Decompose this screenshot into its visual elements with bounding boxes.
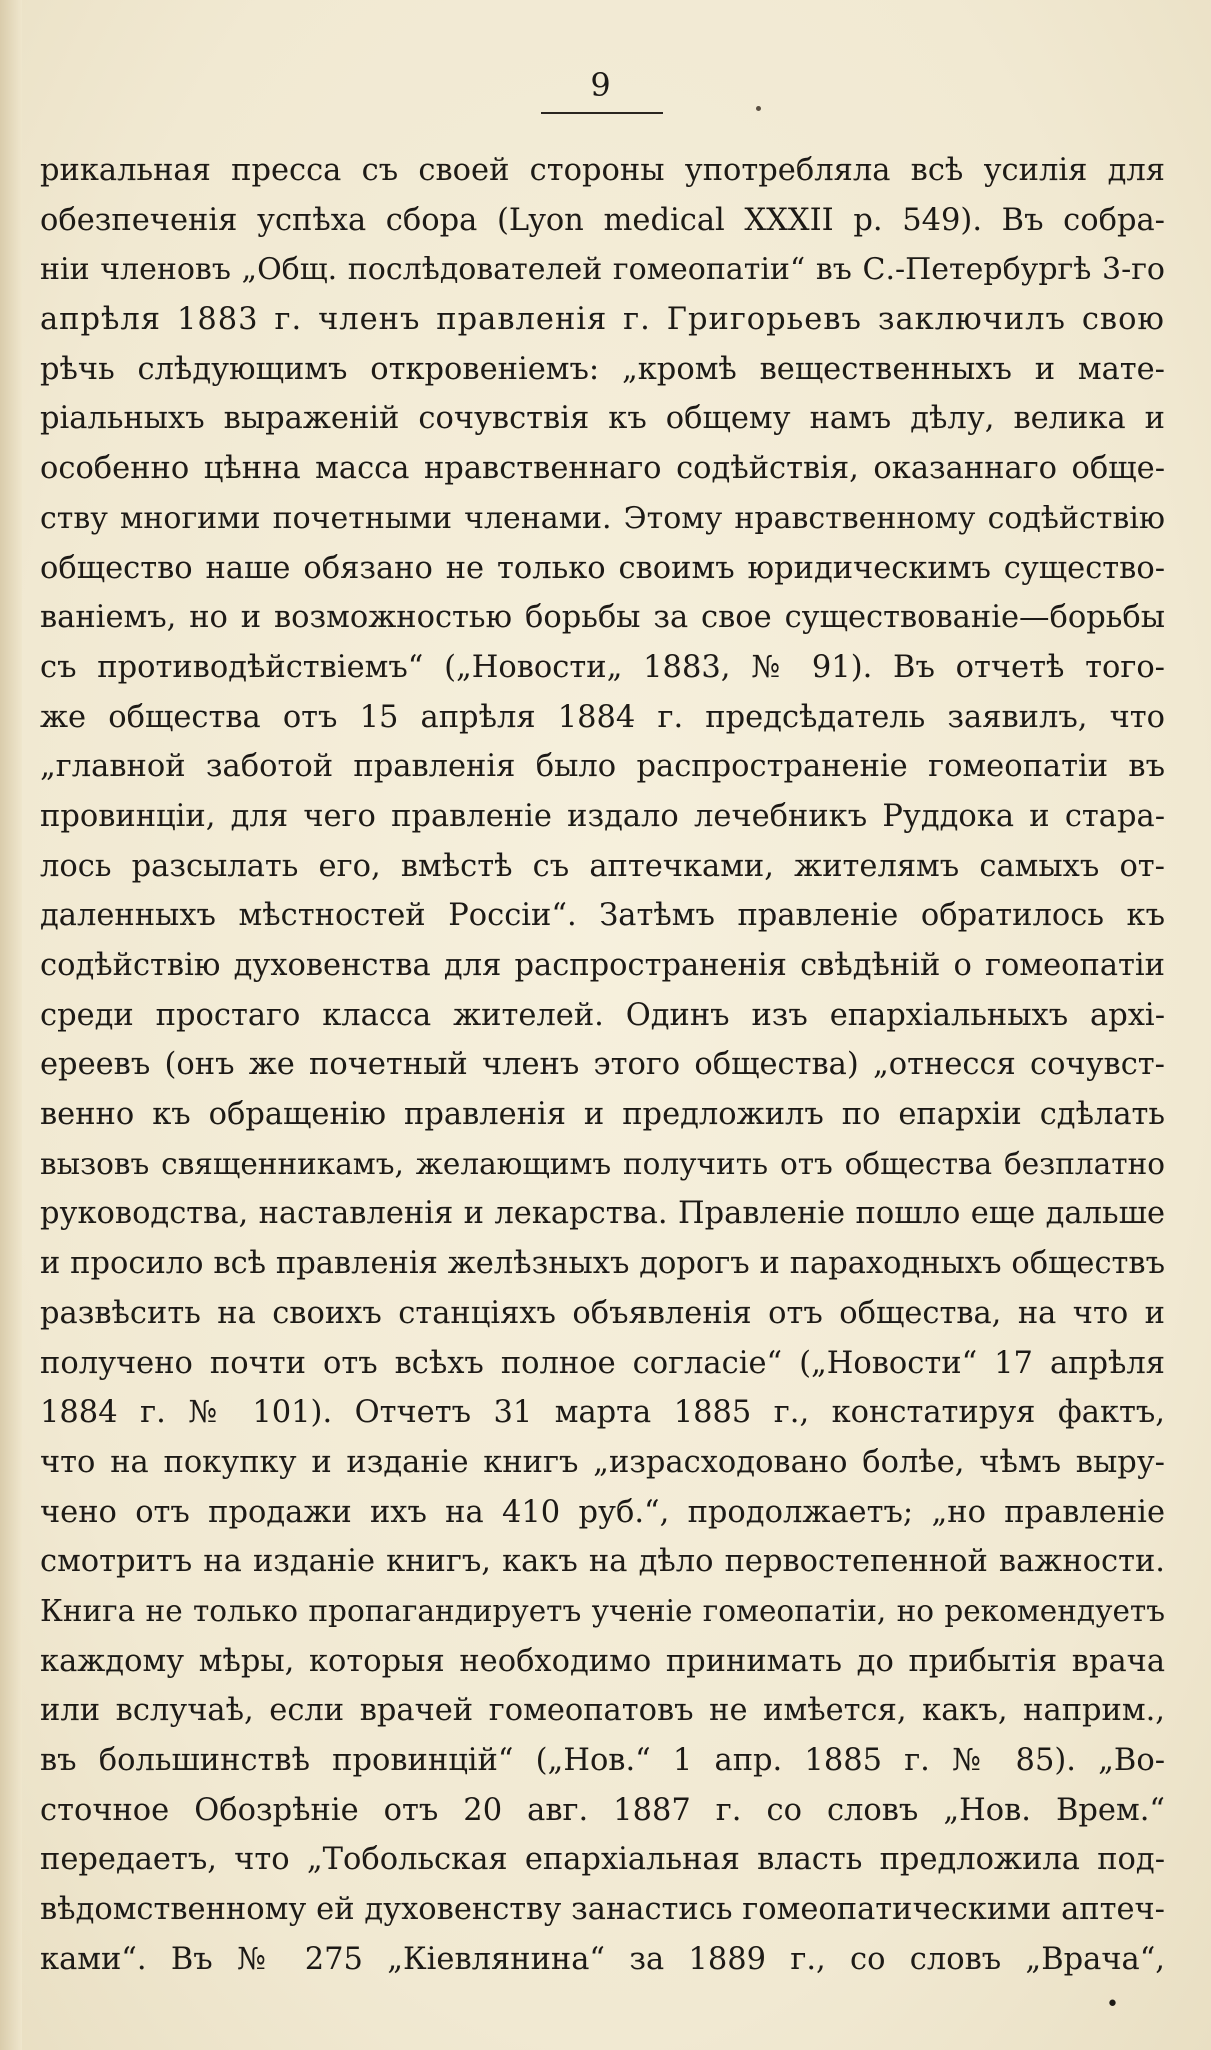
binding-gutter bbox=[0, 0, 22, 2050]
text-line: руководства, наставленія и лекарства. Правленіе пошло еще дальше bbox=[40, 1196, 1165, 1232]
text-line: среди простаго класса жителей. Одинъ изъ епархіальныхъ архі- bbox=[40, 997, 1165, 1033]
text-line: сточное Обозрѣніе отъ 20 авг. 1887 г. со словъ „Нов. Врем.“ bbox=[40, 1792, 1165, 1828]
text-line: 1884 г. № 101). Отчетъ 31 марта 1885 г., констатируя фактъ, bbox=[40, 1395, 1165, 1431]
text-line: апрѣля 1883 г. членъ правленія г. Григорьевъ заключилъ свою bbox=[40, 302, 1165, 338]
text-line: смотритъ на изданіе книгъ, какъ на дѣло первостепенной важности. bbox=[40, 1544, 1165, 1580]
text-line: ереевъ (онъ же почетный членъ этого общества) „отнесся сочувст- bbox=[40, 1047, 1165, 1083]
text-line: „главной заботой правленія было распространеніе гомеопатіи въ bbox=[40, 749, 1165, 785]
text-line: содѣйствію духовенства для распространенія свѣдѣній о гомеопатіи bbox=[40, 948, 1165, 983]
print-speck bbox=[756, 106, 761, 111]
body-text bbox=[40, 146, 1165, 1984]
text-line: вѣдомственному ей духовенству занастись гомеопатическими аптеч- bbox=[40, 1892, 1165, 1928]
text-line: или вслучаѣ, если врачей гомеопатовъ не имѣется, какъ, наприм., bbox=[40, 1693, 1165, 1729]
text-line: съ противодѣйствіемъ“ („Новости„ 1883, № 91). Въ отчетѣ того- bbox=[40, 649, 1165, 685]
text-line: вызовъ священникамъ, желающимъ получить отъ общества безплатно bbox=[40, 1146, 1165, 1181]
text-line: ніи членовъ „Общ. послѣдователей гомеопатіи“ въ С.-Петербургѣ 3-го bbox=[40, 252, 1165, 288]
text-line: ству многими почетными членами. Этому нравственному содѣйствію bbox=[40, 500, 1165, 536]
text-line: особенно цѣнна масса нравственнаго содѣйствія, оказаннаго обще- bbox=[40, 451, 1165, 487]
page-number: 9 bbox=[590, 66, 612, 104]
text-line: обезпеченія успѣха сбора (Lyon medical XXXII р. 549). Въ собра- bbox=[40, 202, 1165, 238]
text-line: рикальная пресса съ своей стороны употребляла всѣ усилія для bbox=[40, 153, 1165, 188]
text-line: ріальныхъ выраженій сочувствія къ общему намъ дѣлу, велика и bbox=[40, 401, 1165, 437]
text-line: лось разсылать его, вмѣстѣ съ аптечками, жителямъ самыхъ от- bbox=[40, 848, 1165, 884]
text-line: рѣчь слѣдующимъ откровеніемъ: „кромѣ вещественныхъ и мате- bbox=[40, 351, 1165, 387]
text-line: же общества отъ 15 апрѣля 1884 г. предсѣдатель заявилъ, что bbox=[40, 699, 1165, 735]
text-line: даленныхъ мѣстностей Россіи“. Затѣмъ правленіе обратилось къ bbox=[40, 898, 1165, 934]
text-line: получено почти отъ всѣхъ полное согласіе“ („Новости“ 17 апрѣля bbox=[40, 1345, 1165, 1381]
text-line: развѣсить на своихъ станціяхъ объявленія отъ общества, на что и bbox=[40, 1295, 1165, 1331]
text-line: каждому мѣры, которыя необходимо принимать до прибытія врача bbox=[40, 1643, 1165, 1679]
text-line: передаетъ, что „Тобольская епархіальная власть предложила под- bbox=[40, 1842, 1165, 1878]
footer-mark: • bbox=[1106, 1992, 1119, 2017]
text-line: ками“. Въ № 275 „Кіевлянина“ за 1889 г., со словъ „Врача“, bbox=[40, 1941, 1165, 1977]
text-line: венно къ обращенію правленія и предложилъ по епархіи сдѣлать bbox=[40, 1097, 1165, 1133]
text-line: общество наше обязано не только своимъ юридическимъ существо- bbox=[40, 550, 1165, 586]
text-line: провинціи, для чего правленіе издало лечебникъ Руддока и стара- bbox=[40, 798, 1165, 834]
text-line: что на покупку и изданіе книгъ „израсходовано болѣе, чѣмъ выру- bbox=[40, 1444, 1165, 1480]
page-number-rule bbox=[541, 112, 663, 114]
text-line: и просило всѣ правленія желѣзныхъ дорогъ и параходныхъ обществъ bbox=[40, 1246, 1165, 1282]
text-line: чено отъ продажи ихъ на 410 руб.“, продолжаетъ; „но правленіе bbox=[40, 1494, 1165, 1530]
text-line: въ большинствѣ провинцій“ („Нов.“ 1 апр. 1885 г. № 85). „Во- bbox=[40, 1743, 1165, 1778]
text-line: Книга не только пропагандируетъ ученіе гомеопатіи, но рекомендуетъ bbox=[40, 1593, 1165, 1628]
text-line: ваніемъ, но и возможностью борьбы за свое существованіе—борьбы bbox=[40, 600, 1165, 636]
